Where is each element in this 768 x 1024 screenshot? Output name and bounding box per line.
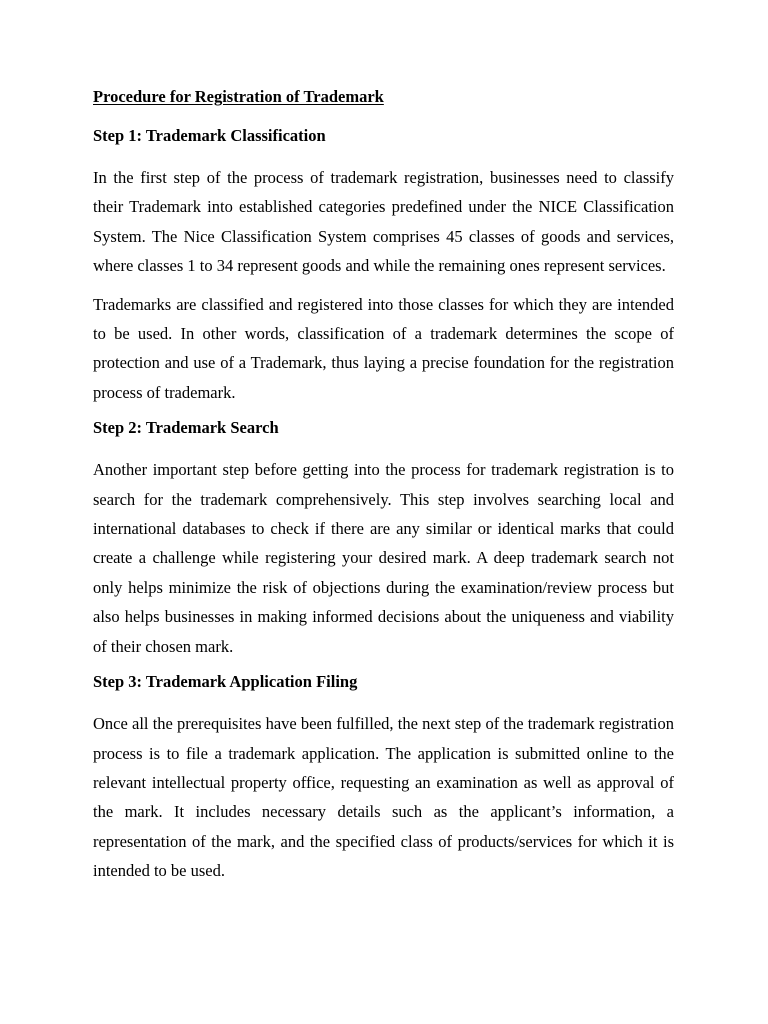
section-step-3	[93, 670, 674, 885]
step-3-paragraph-1: Once all the prerequisites have been fulfilled, the next step of the trademark registration process is to file a trademark application. The application is submitted online to the relevant intellectual property office, requesting an examination as well as approval of the mark. It includes necessary details such as the applicant’s information, a representation of the mark, and the specified class of products/services for which it is intended to be used.	[93, 714, 674, 881]
document-page	[93, 85, 674, 895]
step-1-paragraph-1: In the first step of the process of trademark registration, businesses need to classify their Trademark into established categories predefined under the NICE Classification System. The Nice Classification System comprises 45 classes of goods and services, where classes 1 to 34 represent goods and while the remaining ones represent services.	[93, 168, 674, 276]
step-2-heading: Step 2: Trademark Search	[93, 418, 279, 438]
section-step-2	[93, 416, 674, 661]
step-3-heading: Step 3: Trademark Application Filing	[93, 672, 358, 692]
step-1-paragraph-2: Trademarks are classified and registered into those classes for which they are intended to be used. In other words, classification of a trademark determines the scope of protection and use of a Trademark, thus laying a precise foundation for the registration process of trademark.	[93, 294, 674, 402]
document-title: Procedure for Registration of Trademark	[93, 87, 384, 106]
step-1-heading: Step 1: Trademark Classification	[93, 126, 326, 145]
step-2-paragraph-1: Another important step before getting into the process for trademark registration is to search for the trademark comprehensively. This step involves searching local and international databases to check if there are any similar or identical marks that could create a challenge while registering your desired mark. A deep trademark search not only helps minimize the risk of objections during the examination/review process but also helps businesses in making informed decisions about the uniqueness and viability of their chosen mark.	[93, 460, 674, 656]
section-step-1	[93, 124, 674, 407]
